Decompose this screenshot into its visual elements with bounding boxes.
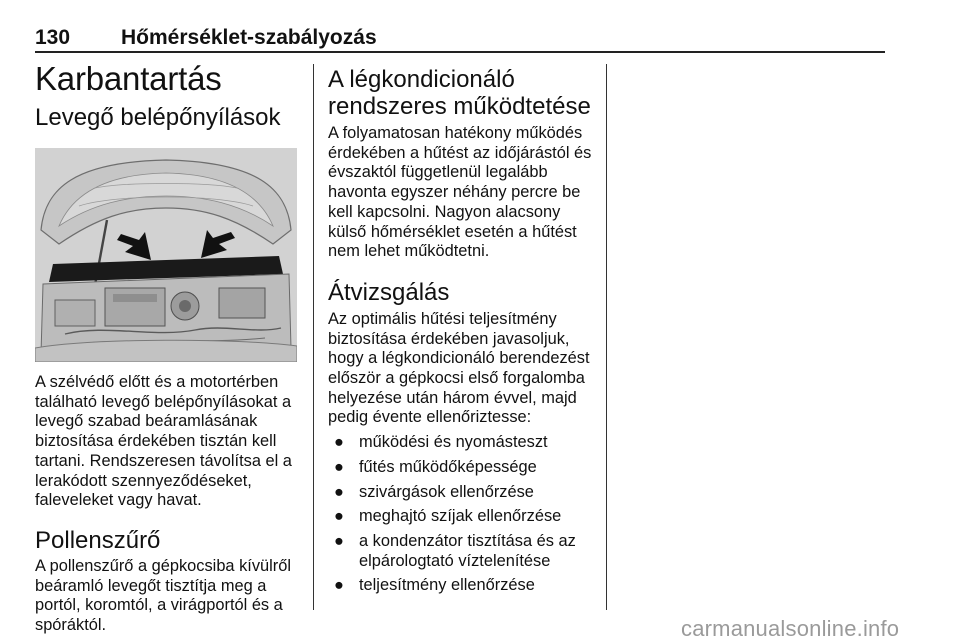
list-item: [328, 483, 592, 503]
bullet-icon: ●: [334, 457, 344, 476]
bullet-icon: ●: [334, 482, 344, 501]
bullet-icon: ●: [334, 576, 344, 595]
bullet-icon: ●: [334, 507, 344, 526]
text-line: spóráktól.: [35, 616, 107, 635]
list-item: [328, 532, 592, 571]
watermark-text: carmanualsonline.info: [681, 616, 900, 641]
list-item-text: szivárgások ellenőrzése: [359, 482, 534, 501]
text-line: portól, koromtól, a virágportól és a: [35, 596, 283, 615]
text-line: levegő szabad beáramlásának: [35, 412, 258, 431]
text-line: külső hőmérséklet esetén a hűtést: [328, 222, 577, 241]
list-item-text: elpárologtató víztelenítése: [359, 551, 551, 570]
bullet-icon: ●: [334, 531, 344, 550]
text-line: először a gépkocsi első forgalomba: [328, 369, 585, 388]
subsection-inspection: Átvizsgálás: [328, 278, 450, 306]
list-item: [328, 507, 592, 527]
page-header: [35, 24, 885, 53]
list-item-text: meghajtó szíjak ellenőrzése: [359, 507, 562, 526]
list-item: [328, 433, 592, 453]
text-line: A pollenszűrő a gépkocsiba kívülről: [35, 556, 292, 575]
text-line: nem lehet működtetni.: [328, 242, 490, 261]
text-line: Az optimális hűtési teljesítmény: [328, 309, 557, 328]
text-line: A szélvédő előtt és a motortérben: [35, 373, 279, 391]
text-line: faleveleket vagy havat.: [35, 491, 202, 510]
text-line: helyezése után három évvel, majd: [328, 388, 577, 407]
text-line: hogy a légkondicionáló berendezést: [328, 349, 590, 368]
section-title-maintenance: Karbantartás: [35, 60, 222, 97]
inspection-checklist: [328, 433, 592, 596]
list-item: [328, 576, 592, 596]
text-line: A folyamatosan hatékony működés: [328, 124, 583, 142]
list-item: [328, 458, 592, 478]
list-item-text: teljesítmény ellenőrzése: [359, 576, 535, 595]
column-divider-right: [606, 64, 607, 610]
list-item-text: fűtés működőképessége: [359, 457, 537, 476]
middle-column: [328, 60, 592, 596]
pollen-filter-paragraph: [35, 557, 299, 636]
page-number: 130: [35, 26, 71, 49]
text-line: havonta egyszer néhány percre be: [328, 183, 581, 202]
engine-bay-illustration: [35, 148, 297, 362]
text-line: beáramló levegőt tisztítja meg a: [35, 576, 267, 595]
subsection-pollen-filter: Pollenszűrő: [35, 526, 161, 554]
air-inlets-paragraph: [35, 373, 299, 511]
title-line: A légkondicionáló: [328, 66, 515, 93]
engine-bay-drawing: [35, 148, 297, 362]
text-line: található levegő belépőnyílásokat a: [35, 392, 292, 411]
text-line: biztosítása érdekében tisztán kell: [35, 432, 277, 451]
column-divider-left: [313, 64, 314, 610]
text-line: biztosítása érdekében javasoljuk,: [328, 329, 570, 348]
chapter-title: Hőmérséklet-szabályozás: [121, 26, 377, 49]
title-line: rendszeres működtetése: [328, 93, 591, 120]
text-line: évszaktól függetlenül legalább: [328, 163, 548, 182]
ac-operation-title: [328, 66, 592, 120]
inspection-paragraph: [328, 310, 592, 428]
list-item-text: a kondenzátor tisztítása és az: [359, 531, 576, 550]
text-line: tartani. Rendszeresen távolítsa el a: [35, 451, 292, 470]
left-column: [35, 60, 299, 636]
ac-operation-paragraph: [328, 124, 592, 262]
text-line: kell kapcsolni. Nagyon alacsony: [328, 202, 561, 221]
bullet-icon: ●: [334, 433, 344, 452]
list-item-text: működési és nyomásteszt: [359, 433, 548, 452]
text-line: érdekében a hűtést az időjárástól és: [328, 143, 592, 162]
subsection-air-inlets: Levegő belépőnyílások: [35, 104, 281, 131]
text-line: lerakódott szennyeződéseket,: [35, 471, 252, 490]
text-line: pedig évente ellenőriztesse:: [328, 408, 532, 427]
